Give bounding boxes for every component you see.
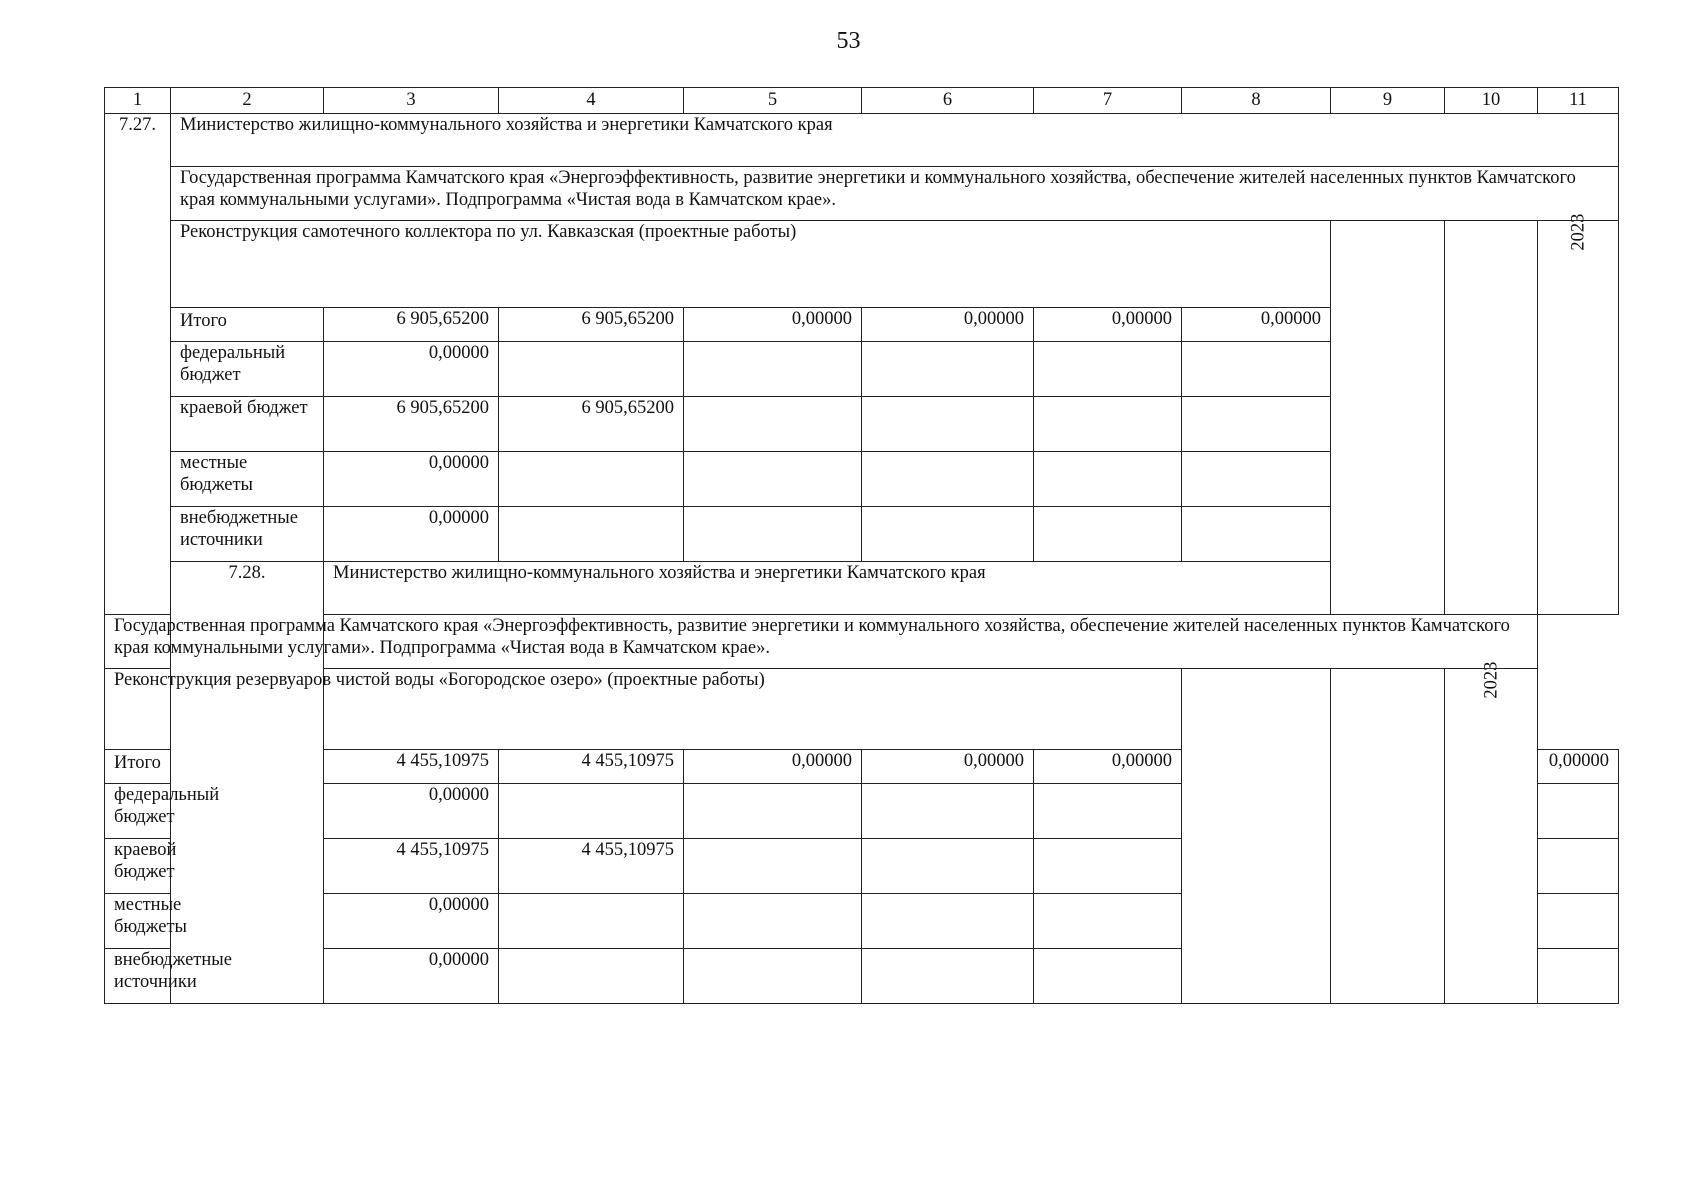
department-name: Министерство жилищно-коммунального хозяйства и энергетики Камчатского края <box>171 114 1619 167</box>
value-cell <box>862 397 1034 452</box>
value-cell <box>499 507 684 562</box>
value-cell: 0,00000 <box>324 949 499 1004</box>
value-cell: 0,00000 <box>1182 308 1331 342</box>
object-name: Реконструкция резервуаров чистой воды «Богородское озеро» (проектные работы) <box>105 669 1182 750</box>
value-cell <box>1034 397 1182 452</box>
row-label: краевой бюджет <box>171 397 324 452</box>
section-id: 7.27. <box>105 114 171 615</box>
value-cell <box>1034 784 1182 839</box>
object-name: Реконструкция самотечного коллектора по ул. Кавказская (проектные работы) <box>171 221 1331 308</box>
row-label: внебюджетные источники <box>105 949 171 1004</box>
year-label: 2023 <box>1567 213 1588 251</box>
value-cell: 4 455,10975 <box>499 839 684 894</box>
value-cell <box>862 894 1034 949</box>
value-cell <box>1182 507 1331 562</box>
column-10-cell <box>1331 669 1445 1004</box>
value-cell: 6 905,65200 <box>324 308 499 342</box>
column-10-cell <box>1445 221 1538 615</box>
value-cell <box>1538 949 1619 1004</box>
value-cell <box>499 342 684 397</box>
column-number: 6 <box>862 88 1034 114</box>
value-cell <box>1182 452 1331 507</box>
value-cell <box>684 452 862 507</box>
budget-table <box>104 87 1619 1004</box>
column-number-row <box>105 88 1619 114</box>
value-cell <box>684 784 862 839</box>
column-number: 5 <box>684 88 862 114</box>
year-label: 2023 <box>1480 661 1501 699</box>
department-row <box>105 562 1619 615</box>
column-number: 7 <box>1034 88 1182 114</box>
value-cell: 6 905,65200 <box>499 308 684 342</box>
year-cell <box>1538 213 1619 615</box>
program-row <box>105 615 1619 669</box>
value-cell: 4 455,10975 <box>324 750 499 784</box>
value-cell <box>1538 784 1619 839</box>
program-row <box>105 167 1619 221</box>
department-name: Министерство жилищно-коммунального хозяйства и энергетики Камчатского края <box>324 562 1619 615</box>
column-number: 4 <box>499 88 684 114</box>
column-number: 9 <box>1331 88 1445 114</box>
year-cell <box>1445 661 1538 1004</box>
value-cell <box>684 507 862 562</box>
value-cell: 0,00000 <box>324 894 499 949</box>
value-cell: 0,00000 <box>324 452 499 507</box>
row-label: местные бюджеты <box>105 894 171 949</box>
value-cell <box>1182 397 1331 452</box>
value-cell: 0,00000 <box>1034 308 1182 342</box>
value-cell: 0,00000 <box>324 784 499 839</box>
row-label: местные бюджеты <box>171 452 324 507</box>
value-cell <box>1182 342 1331 397</box>
value-cell <box>499 784 684 839</box>
value-cell: 4 455,10975 <box>324 839 499 894</box>
department-row <box>105 114 1619 167</box>
row-label: федеральный бюджет <box>171 342 324 397</box>
column-number: 3 <box>324 88 499 114</box>
object-row <box>105 221 1619 308</box>
value-cell <box>862 342 1034 397</box>
value-cell <box>862 507 1034 562</box>
column-number: 10 <box>1445 88 1538 114</box>
value-cell: 6 905,65200 <box>324 397 499 452</box>
row-label: федеральный бюджет <box>105 784 171 839</box>
value-cell <box>499 894 684 949</box>
column-number: 8 <box>1182 88 1331 114</box>
value-cell <box>1538 839 1619 894</box>
value-cell: 4 455,10975 <box>499 750 684 784</box>
value-cell: 0,00000 <box>324 507 499 562</box>
row-label: внебюджетные источники <box>171 507 324 562</box>
value-cell: 6 905,65200 <box>499 397 684 452</box>
value-cell <box>1034 452 1182 507</box>
column-number: 11 <box>1538 88 1619 114</box>
program-name: Государственная программа Камчатского края «Энергоэффективность, развитие энергетики и коммунального хозяйства, обеспечение жителей населенных пунктов Камчатского края коммунальными услугами». Подпрограмма «Чистая вода в Камчатском крае». <box>105 615 1538 669</box>
value-cell: 0,00000 <box>862 308 1034 342</box>
value-cell <box>862 452 1034 507</box>
value-cell <box>862 839 1034 894</box>
page-number: 53 <box>836 28 861 54</box>
column-9-cell <box>1182 669 1331 1004</box>
value-cell <box>1538 894 1619 949</box>
value-cell <box>1034 342 1182 397</box>
object-row <box>105 669 1619 750</box>
section-id: 7.28. <box>171 562 324 1004</box>
value-cell <box>1034 894 1182 949</box>
row-label: Итого <box>171 308 324 342</box>
value-cell <box>684 397 862 452</box>
value-cell: 0,00000 <box>1538 750 1619 784</box>
value-cell <box>684 839 862 894</box>
column-number: 2 <box>171 88 324 114</box>
row-label: Итого <box>105 750 171 784</box>
value-cell: 0,00000 <box>684 308 862 342</box>
value-cell: 0,00000 <box>862 750 1034 784</box>
value-cell <box>1034 507 1182 562</box>
value-cell <box>862 784 1034 839</box>
value-cell <box>499 949 684 1004</box>
column-number: 1 <box>105 88 171 114</box>
column-9-cell <box>1331 221 1445 615</box>
value-cell <box>499 452 684 507</box>
value-cell <box>1034 839 1182 894</box>
value-cell <box>1034 949 1182 1004</box>
value-cell <box>684 342 862 397</box>
value-cell: 0,00000 <box>1034 750 1182 784</box>
value-cell: 0,00000 <box>684 750 862 784</box>
value-cell <box>684 894 862 949</box>
value-cell <box>862 949 1034 1004</box>
program-name: Государственная программа Камчатского края «Энергоэффективность, развитие энергетики и коммунального хозяйства, обеспечение жителей населенных пунктов Камчатского края коммунальными услугами». Подпрограмма «Чистая вода в Камчатском крае». <box>171 167 1619 221</box>
value-cell <box>684 949 862 1004</box>
row-label: краевой бюджет <box>105 839 171 894</box>
value-cell: 0,00000 <box>324 342 499 397</box>
